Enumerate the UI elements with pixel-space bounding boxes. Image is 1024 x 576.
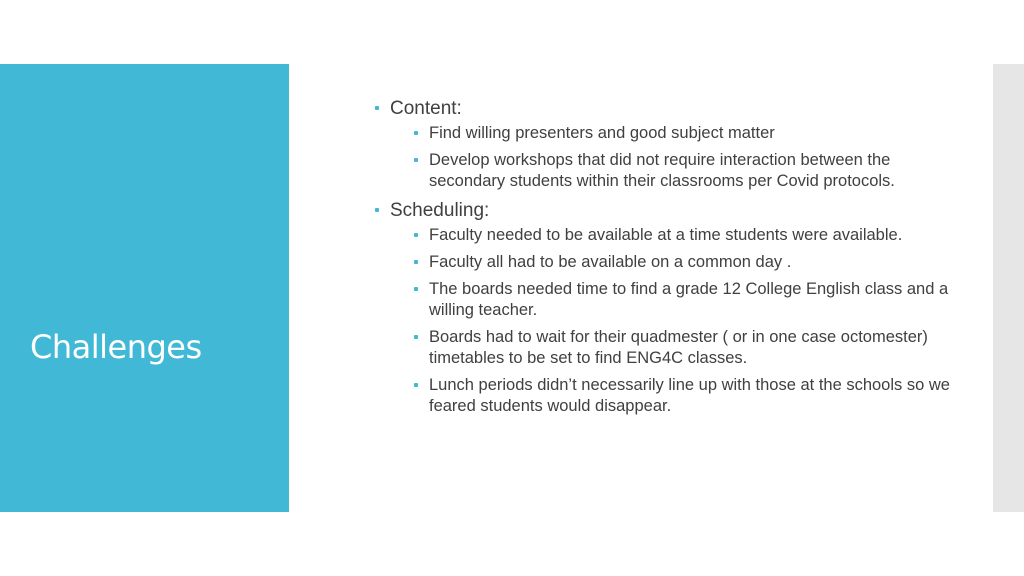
bullet-icon: [414, 233, 418, 237]
list-item-text: Faculty all had to be available on a common day .: [429, 253, 792, 271]
list-item-text: Develop workshops that did not require interaction between the secondary students within their classrooms per Covid protocols.: [429, 151, 895, 190]
bullet-icon: [414, 131, 418, 135]
bullet-icon: [414, 335, 418, 339]
section-heading: Content:: [390, 98, 462, 119]
sub-bullet-list: [390, 225, 955, 417]
section-scheduling: [375, 198, 955, 417]
slide-title: Challenges: [30, 328, 202, 366]
list-item-text: Faculty needed to be available at a time students were available.: [429, 226, 903, 244]
bullet-icon: [414, 260, 418, 264]
bullet-icon: [375, 208, 379, 212]
list-item-text: Boards had to wait for their quadmester ( or in one case octomester) timetables to be set to find ENG4C classes.: [429, 328, 928, 367]
bullet-icon: [414, 158, 418, 162]
section-content: [375, 96, 955, 192]
bullet-icon: [414, 287, 418, 291]
list-item-text: Lunch periods didn’t necessarily line up with those at the schools so we feared students would disappear.: [429, 376, 950, 415]
list-item-text: The boards needed time to find a grade 12 College English class and a willing teacher.: [429, 280, 949, 319]
title-panel: [0, 64, 289, 512]
side-bar-decoration: [993, 64, 1024, 512]
list-item: [414, 123, 955, 144]
sub-bullet-list: [390, 123, 955, 192]
bullet-icon: [414, 383, 418, 387]
bullet-list: [375, 96, 955, 417]
list-item: [414, 375, 955, 417]
list-item: [414, 279, 955, 321]
list-item: [414, 252, 955, 273]
list-item: [414, 150, 955, 192]
bullet-content: [375, 96, 955, 423]
list-item-text: Find willing presenters and good subject matter: [429, 124, 775, 142]
bullet-icon: [375, 106, 379, 110]
list-item: [414, 327, 955, 369]
section-heading: Scheduling:: [390, 200, 490, 221]
list-item: [414, 225, 955, 246]
